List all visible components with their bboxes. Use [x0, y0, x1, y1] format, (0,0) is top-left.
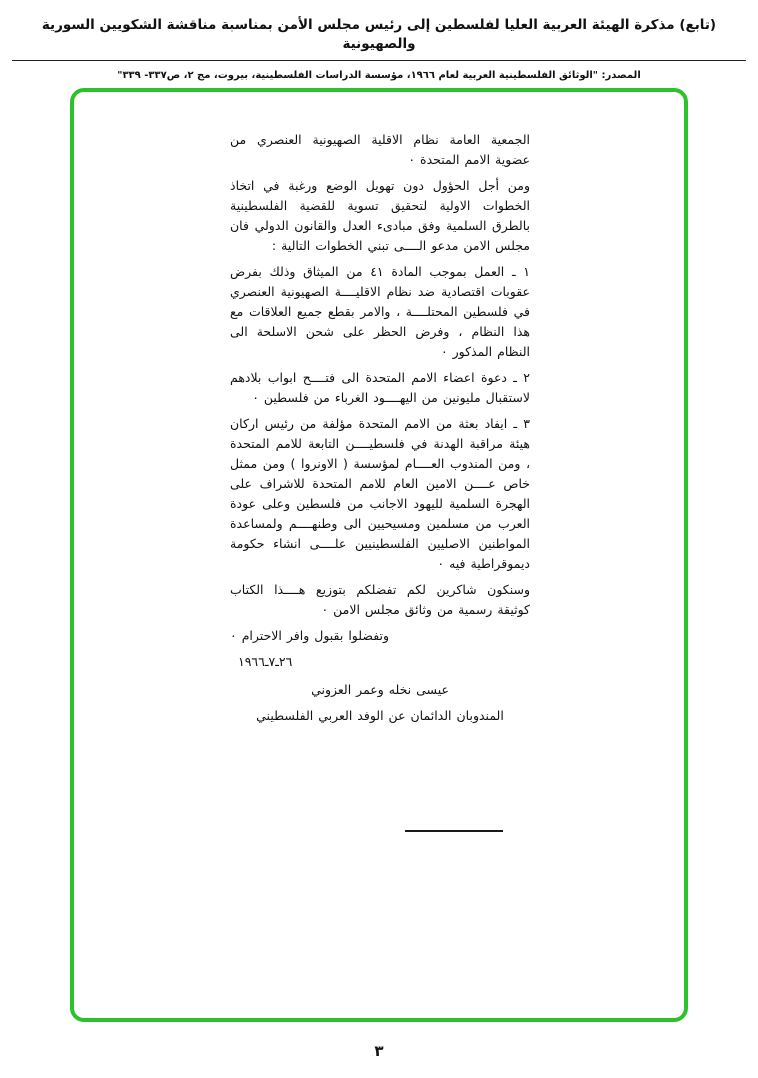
letter-date: ٢٦ـ٧ـ١٩٦٦	[238, 654, 293, 669]
signature-role: المندوبان الدائمان عن الوفد العربي الفلسطيني	[256, 708, 504, 723]
document-title: (تابع) مذكرة الهيئة العربية العليا لفلسطين إلى رئيس مجلس الأمن بمناسبة مناقشة الشكويين السورية والصهيونية	[41, 17, 717, 52]
paragraph-item-1: ١ ـ العمل بموجب المادة ٤١ من الميثاق وذلك بفرض عقوبات اقتصادية ضد نظام الاقليــــة الصهيونية العنصري في فلسطين المحتلــــة ، والامر بقطع جميع العلاقات مع هذا النظام ، وفرض الحظر على شحن الاسلحة الى النظام المذكور ٠	[230, 264, 530, 359]
paragraph-intro: ومن أجل الحؤول دون تهويل الوضع ورغبة في اتخاذ الخطوات الاولية لتحقيق تسوية للقضية الفلسطينية بالطرق السلمية وفق مبادىء العدل والقانون الدولي فان مجلس الامن مدعو الــــى تبني الخطوات التالية :	[230, 178, 530, 253]
letter-body	[230, 130, 530, 832]
paragraph-opening: الجمعية العامة نظام الاقلية الصهيونية العنصري من عضوية الامم المتحدة ٠	[230, 132, 530, 167]
page-number: ٣	[374, 1042, 384, 1060]
end-divider	[405, 830, 503, 832]
document-header	[0, 0, 758, 81]
green-frame	[70, 88, 688, 1022]
paragraph-thanks: وسنكون شاكرين لكم تفضلكم بتوزيع هــــذا الكتاب كوثيقة رسمية من وثائق مجلس الامن ٠	[230, 582, 530, 617]
source-citation: المصدر: "الوثائق الفلسطينية العربية لعام ١٩٦٦، مؤسسة الدراسات الفلسطينية، بيروت، مج ٢، ص٣٣٧- ٣٣٩"	[117, 69, 641, 81]
header-divider	[12, 60, 746, 61]
paragraph-item-3: ٣ ـ ايفاد بعثة من الامم المتحدة مؤلفة من رئيس اركان هيئة مراقبة الهدنة في فلسطيــــن التابعة للامم المتحدة ، ومن المندوب العــــام لمؤسسة ( الاونروا ) ومن ممثل خاص عــــن الامين العام للامم المتحدة للاشراف على الهجرة السلمية لليهود الاجانب من فلسطين وعلى عودة العرب من مسلمين ومسيحيين الى وطنهــــم ولمساعدة المواطنين الاصليين الفلسطينيين علــــى انشاء حكومة ديموقراطية فيه ٠	[230, 416, 530, 571]
signature-names: عيسى نخله وعمر العزوني	[311, 682, 449, 697]
closing-salutation: وتفضلوا بقبول وافر الاحترام ٠	[230, 628, 390, 643]
paragraph-item-2: ٢ ـ دعوة اعضاء الامم المتحدة الى فتــــح ابواب بلادهم لاستقبال مليونين من اليهــــود الغرباء من فلسطين ٠	[230, 370, 530, 405]
